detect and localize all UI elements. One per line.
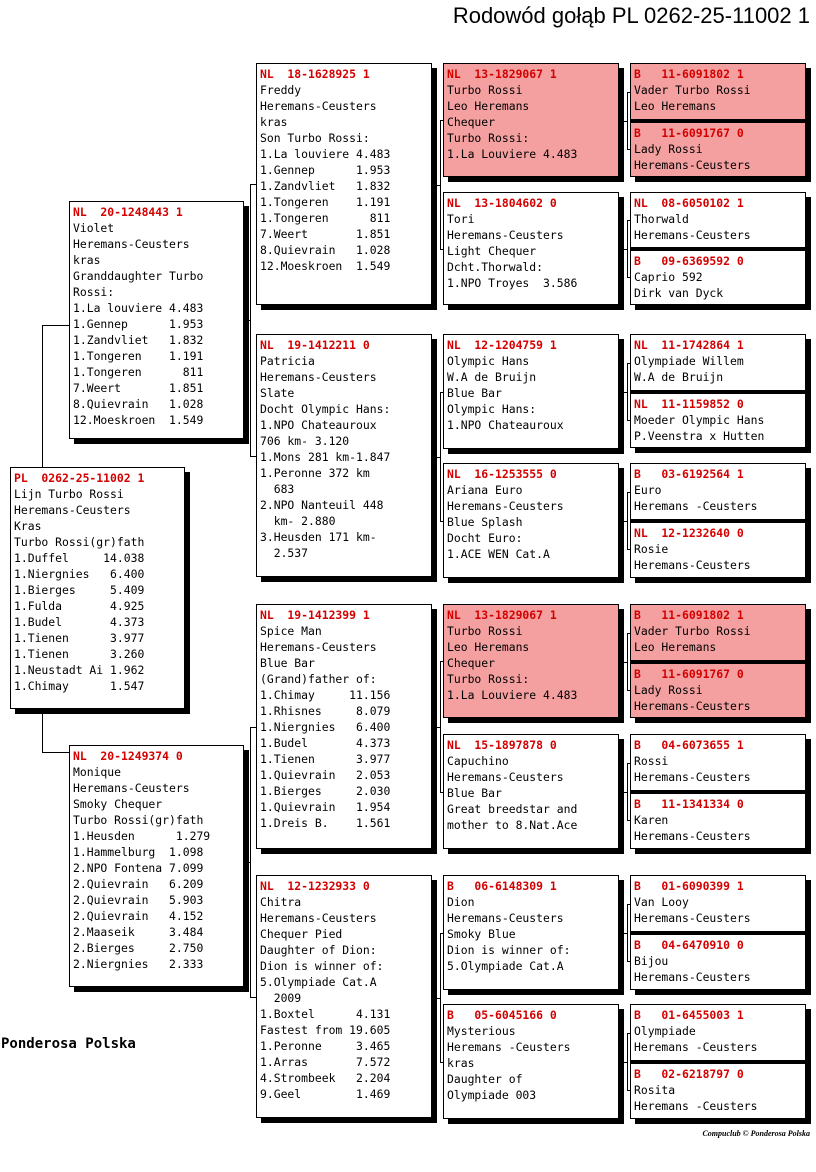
- bird-info-line: Blue Bar: [260, 656, 315, 670]
- bird-info-line: 1.Zandvliet 1.832: [73, 333, 204, 347]
- connector-line: [627, 420, 630, 421]
- bird-info-line: Rosie: [634, 542, 669, 556]
- bird-info-line: Son Turbo Rossi:: [260, 131, 370, 145]
- connector-line: [619, 249, 627, 250]
- ring-number: NL 13-1829067 1: [447, 67, 557, 81]
- bird-info-line: 1.Niergnies 6.400: [14, 567, 145, 581]
- bird-info-line: Vader Turbo Rossi: [634, 83, 751, 97]
- bird-info-line: Heremans-Ceusters: [260, 911, 377, 925]
- ring-number: B 11-1341334 0: [634, 797, 744, 811]
- ring-number: NL 11-1159852 0: [634, 397, 744, 411]
- connector-line: [250, 997, 256, 998]
- bird-info-line: Capuchino: [447, 754, 509, 768]
- connector-line: [627, 363, 630, 364]
- bird-info-line: 1.Hammelburg 1.098: [73, 845, 204, 859]
- connector-line: [440, 661, 441, 792]
- breeder-name: Ponderosa Polska: [1, 1036, 136, 1052]
- bird-info-line: 1.Tongeren 811: [260, 211, 391, 225]
- pedigree-card: [630, 1004, 806, 1061]
- bird-info-line: Olympiade Willem: [634, 354, 744, 368]
- bird-info-line: 1.La louviere 4.483: [73, 301, 204, 315]
- connector-line: [440, 392, 441, 521]
- connector-line: [432, 727, 440, 728]
- connector-line: [250, 727, 251, 997]
- bird-info-line: Rossi: [634, 754, 669, 768]
- ring-number: B 05-6045166 0: [447, 1008, 557, 1022]
- bird-info-line: Heremans-Ceusters: [447, 228, 564, 242]
- bird-info-line: mother to 8.Nat.Ace: [447, 818, 578, 832]
- bird-info-line: 1.Gennep 1.953: [73, 317, 204, 331]
- connector-line: [619, 933, 627, 934]
- bird-info-line: 1.Tongeren 811: [73, 365, 204, 379]
- bird-info-line: 1.ACE WEN Cat.A: [447, 547, 550, 561]
- bird-info-line: 2.Quievrain 5.903: [73, 893, 204, 907]
- ring-number: NL 12-1232933 0: [260, 879, 370, 893]
- ring-number: NL 12-1204759 1: [447, 338, 557, 352]
- bird-info-line: Dirk van Dyck: [634, 286, 724, 300]
- bird-info-line: W.A de Bruijn: [634, 370, 724, 384]
- pedigree-card-subject: [10, 467, 185, 709]
- connector-line: [440, 249, 443, 250]
- ring-number: NL 16-1253555 0: [447, 467, 557, 481]
- connector-line: [440, 1062, 443, 1063]
- bird-info-line: Tori: [447, 212, 475, 226]
- bird-info-line: Freddy: [260, 83, 302, 97]
- bird-info-line: kras: [447, 1056, 475, 1070]
- bird-info-line: Chequer: [447, 115, 496, 129]
- ring-number: B 04-6470910 0: [634, 938, 744, 952]
- bird-info-line: 4.Strombeek 2.204: [260, 1071, 391, 1085]
- ring-number: B 11-6091802 1: [634, 608, 744, 622]
- bird-info-line: Rosita: [634, 1083, 676, 1097]
- connector-line: [619, 662, 627, 663]
- bird-info-line: Vader Turbo Rossi: [634, 624, 751, 638]
- connector-line: [440, 933, 443, 934]
- bird-info-line: Heremans-Ceusters: [634, 228, 751, 242]
- bird-info-line: 2009: [260, 991, 302, 1005]
- bird-info-line: Bijou: [634, 954, 669, 968]
- connector-line: [432, 457, 440, 458]
- connector-line: [250, 456, 256, 457]
- connector-line: [627, 492, 628, 549]
- bird-info-line: Mysterious: [447, 1024, 516, 1038]
- ring-number: NL 13-1829067 1: [447, 608, 557, 622]
- ring-number: B 06-6148309 1: [447, 879, 557, 893]
- bird-info-line: 8.Quievrain 1.028: [73, 397, 204, 411]
- bird-info-line: 1.NPO Chateauroux: [260, 418, 377, 432]
- pedigree-card: [443, 1004, 619, 1119]
- bird-info-line: Spice Man: [260, 624, 322, 638]
- connector-line: [619, 792, 627, 793]
- bird-info-line: 1.Budel 4.373: [14, 615, 145, 629]
- pedigree-card: [630, 875, 806, 932]
- bird-info-line: Turbo Rossi:: [447, 131, 530, 145]
- bird-info-line: Leo Heremans: [447, 99, 530, 113]
- pedigree-card: [443, 463, 619, 578]
- bird-info-line: Lady Rossi: [634, 683, 703, 697]
- bird-info-line: Dcht.Thorwald:: [447, 260, 544, 274]
- connector-line: [432, 998, 440, 999]
- connector-line: [627, 763, 628, 820]
- bird-info-line: Turbo Rossi: [447, 83, 523, 97]
- connector-line: [627, 92, 628, 149]
- bird-info-line: Dion: [447, 895, 475, 909]
- ring-number: NL 08-6050102 1: [634, 196, 744, 210]
- pedigree-card: [630, 604, 806, 661]
- pedigree-card: [630, 463, 806, 520]
- bird-info-line: 2.Bierges 2.750: [73, 941, 204, 955]
- bird-info-line: 12.Moeskroen 1.549: [260, 259, 391, 273]
- pedigree-card: [256, 63, 432, 305]
- bird-info-line: kras: [260, 115, 288, 129]
- connector-line: [627, 1033, 630, 1034]
- bird-info-line: Heremans -Ceusters: [447, 1040, 571, 1054]
- bird-info-line: 1.NPO Troyes 3.586: [447, 276, 578, 290]
- bird-info-line: (Grand)father of:: [260, 672, 377, 686]
- connector-line: [627, 220, 628, 277]
- bird-info-line: Blue Splash: [447, 515, 523, 529]
- bird-info-line: Leo Heremans: [634, 640, 717, 654]
- connector-line: [627, 1090, 630, 1091]
- bird-info-line: 2.Niergnies 2.333: [73, 957, 204, 971]
- ring-number: B 02-6218797 0: [634, 1067, 744, 1081]
- bird-info-line: Thorwald: [634, 212, 689, 226]
- bird-info-line: Heremans -Ceusters: [634, 1099, 758, 1113]
- bird-info-line: 1.Quievrain 1.954: [260, 800, 391, 814]
- ring-number: PL 0262-25-11002 1: [14, 471, 145, 485]
- connector-line: [627, 277, 630, 278]
- connector-line: [627, 492, 630, 493]
- bird-info-line: Heremans-Ceusters: [634, 970, 751, 984]
- bird-info-line: 1.La louviere 4.483: [260, 147, 391, 161]
- pedigree-card: [256, 334, 432, 577]
- bird-info-line: 1.Chimay 11.156: [260, 688, 391, 702]
- bird-info-line: Heremans-Ceusters: [634, 699, 751, 713]
- pedigree-card: [630, 791, 806, 849]
- connector-line: [42, 325, 69, 326]
- bird-info-line: Heremans-Ceusters: [634, 558, 751, 572]
- pedigree-card: [630, 391, 806, 448]
- bird-info-line: Dion is winner of:: [260, 959, 384, 973]
- bird-info-line: 1.NPO Chateauroux: [447, 418, 564, 432]
- bird-info-line: 1.Heusden 1.279: [73, 829, 211, 843]
- bird-info-line: 683: [260, 482, 295, 496]
- bird-info-line: Daughter of: [447, 1072, 523, 1086]
- bird-info-line: Leo Heremans: [634, 99, 717, 113]
- bird-info-line: 1.Peronne 372 km: [260, 466, 370, 480]
- connector-line: [627, 633, 630, 634]
- bird-info-line: Smoky Chequer: [73, 797, 163, 811]
- bird-info-line: 706 km- 3.120: [260, 434, 350, 448]
- bird-info-line: 1.Arras 7.572: [260, 1055, 391, 1069]
- ring-number: NL 18-1628925 1: [260, 67, 370, 81]
- bird-info-line: Heremans -Ceusters: [634, 1040, 758, 1054]
- connector-line: [244, 862, 250, 863]
- bird-info-line: Moeder Olympic Hans: [634, 413, 765, 427]
- bird-info-line: Heremans-Ceusters: [447, 911, 564, 925]
- bird-info-line: 5.Olympiade Cat.A: [260, 975, 377, 989]
- ring-number: NL 20-1249374 0: [73, 749, 183, 763]
- bird-info-line: Heremans-Ceusters: [260, 640, 377, 654]
- bird-info-line: 1.Tongeren 1.191: [260, 195, 391, 209]
- bird-info-line: 1.Tongeren 1.191: [73, 349, 204, 363]
- connector-line: [42, 709, 43, 752]
- ring-number: NL 15-1897878 0: [447, 738, 557, 752]
- pedigree-card: [630, 120, 806, 177]
- pedigree-card: [630, 63, 806, 120]
- bird-info-line: 2.NPO Nanteuil 448: [260, 498, 384, 512]
- ring-number: B 09-6369592 0: [634, 254, 744, 268]
- connector-line: [627, 1033, 628, 1090]
- connector-line: [619, 521, 627, 522]
- connector-line: [627, 363, 628, 420]
- ring-number: NL 12-1232640 0: [634, 526, 744, 540]
- page-title: Rodowód gołąb PL 0262-25-11002 1: [452, 3, 810, 28]
- bird-info-line: Heremans-Ceusters: [73, 781, 190, 795]
- pedigree-card: [630, 1061, 806, 1119]
- connector-line: [627, 904, 630, 905]
- bird-info-line: 1.Gennep 1.953: [260, 163, 391, 177]
- bird-info-line: Chequer: [447, 656, 496, 670]
- bird-info-line: Blue Bar: [447, 786, 502, 800]
- ring-number: B 03-6192564 1: [634, 467, 744, 481]
- bird-info-line: 1.La Louviere 4.483: [447, 688, 578, 702]
- bird-info-line: 1.Boxtel 4.131: [260, 1007, 391, 1021]
- pedigree-card: [256, 875, 432, 1118]
- bird-info-line: 9.Geel 1.469: [260, 1087, 391, 1101]
- connector-line: [440, 120, 441, 249]
- connector-line: [440, 661, 443, 662]
- bird-info-line: Heremans-Ceusters: [260, 99, 377, 113]
- connector-line: [619, 1062, 627, 1063]
- bird-info-line: Daughter of Dion:: [260, 943, 377, 957]
- bird-info-line: Heremans-Ceusters: [260, 370, 377, 384]
- pedigree-card: [630, 661, 806, 718]
- ring-number: NL 11-1742864 1: [634, 338, 744, 352]
- connector-line: [627, 763, 630, 764]
- bird-info-line: Heremans-Ceusters: [634, 158, 751, 172]
- bird-info-line: km- 2.880: [260, 514, 336, 528]
- connector-line: [440, 521, 443, 522]
- bird-info-line: 2.Maaseik 3.484: [73, 925, 204, 939]
- connector-line: [627, 690, 630, 691]
- bird-info-line: Dion is winner of:: [447, 943, 571, 957]
- connector-line: [250, 184, 251, 456]
- bird-info-line: 1.La Louviere 4.483: [447, 147, 578, 161]
- pedigree-card: [443, 604, 619, 718]
- ring-number: B 11-6091802 1: [634, 67, 744, 81]
- bird-info-line: kras: [73, 253, 101, 267]
- bird-info-line: Great breedstar and: [447, 802, 578, 816]
- bird-info-line: 2.Quievrain 4.152: [73, 909, 204, 923]
- bird-info-line: Olympiade: [634, 1024, 696, 1038]
- bird-info-line: 1.Tienen 3.260: [14, 647, 145, 661]
- bird-info-line: Docht Olympic Hans:: [260, 402, 391, 416]
- bird-info-line: 1.Peronne 3.465: [260, 1039, 391, 1053]
- bird-info-line: 7.Weert 1.851: [73, 381, 204, 395]
- bird-info-line: Smoky Blue: [447, 927, 516, 941]
- bird-info-line: 3.Heusden 171 km-: [260, 530, 377, 544]
- ring-number: B 11-6091767 0: [634, 667, 744, 681]
- bird-info-line: Light Chequer: [447, 244, 537, 258]
- connector-line: [440, 392, 443, 393]
- connector-line: [440, 792, 443, 793]
- connector-line: [432, 185, 440, 186]
- bird-info-line: Euro: [634, 483, 662, 497]
- pedigree-card: [630, 932, 806, 990]
- bird-info-line: Olympiade 003: [447, 1088, 537, 1102]
- bird-info-line: Heremans-Ceusters: [634, 911, 751, 925]
- ring-number: B 01-6090399 1: [634, 879, 744, 893]
- bird-info-line: 1.Quievrain 2.053: [260, 768, 391, 782]
- copyright-note: Compuclub © Ponderosa Polska: [702, 1129, 810, 1138]
- bird-info-line: Chequer Pied: [260, 927, 343, 941]
- pedigree-card: [630, 734, 806, 791]
- bird-info-line: 1.Zandvliet 1.832: [260, 179, 391, 193]
- bird-info-line: 1.Bierges 2.030: [260, 784, 391, 798]
- pedigree-card: [443, 734, 619, 849]
- pedigree-card: [443, 334, 619, 449]
- bird-info-line: 5.Olympiade Cat.A: [447, 959, 564, 973]
- ring-number: NL 20-1248443 1: [73, 205, 183, 219]
- bird-info-line: Turbo Rossi(gr)fath: [14, 535, 145, 549]
- pedigree-card: [69, 201, 244, 439]
- bird-info-line: 1.Bierges 5.409: [14, 583, 145, 597]
- connector-line: [627, 961, 630, 962]
- bird-info-line: Patricia: [260, 354, 315, 368]
- connector-line: [627, 820, 630, 821]
- connector-line: [627, 633, 628, 690]
- connector-line: [250, 184, 256, 185]
- bird-info-line: Heremans-Ceusters: [447, 499, 564, 513]
- pedigree-card: [630, 248, 806, 305]
- bird-info-line: Turbo Rossi:: [447, 672, 530, 686]
- bird-info-line: Lijn Turbo Rossi: [14, 487, 124, 501]
- pedigree-card: [69, 745, 244, 987]
- connector-line: [244, 320, 250, 321]
- bird-info-line: 12.Moeskroen 1.549: [73, 413, 204, 427]
- bird-info-line: W.A de Bruijn: [447, 370, 537, 384]
- pedigree-card: [630, 520, 806, 578]
- bird-info-line: 2.NPO Fontena 7.099: [73, 861, 204, 875]
- bird-info-line: 1.Rhisnes 8.079: [260, 704, 391, 718]
- ring-number: NL 19-1412211 0: [260, 338, 370, 352]
- bird-info-line: 1.Chimay 1.547: [14, 679, 145, 693]
- pedigree-card: [256, 604, 432, 849]
- connector-line: [627, 220, 630, 221]
- connector-line: [627, 92, 630, 93]
- pedigree-card: [443, 63, 619, 177]
- bird-info-line: Violet: [73, 221, 115, 235]
- bird-info-line: Caprio 592: [634, 270, 703, 284]
- bird-info-line: Heremans-Ceusters: [447, 770, 564, 784]
- bird-info-line: 1.Dreis B. 1.561: [260, 816, 391, 830]
- bird-info-line: 1.Mons 281 km-1.847: [260, 450, 391, 464]
- connector-line: [440, 120, 443, 121]
- bird-info-line: Heremans-Ceusters: [73, 237, 190, 251]
- pedigree-card: [630, 192, 806, 248]
- connector-line: [627, 549, 630, 550]
- bird-info-line: Heremans-Ceusters: [634, 770, 751, 784]
- bird-info-line: Fastest from 19.605: [260, 1023, 391, 1037]
- bird-info-line: Heremans-Ceusters: [634, 829, 751, 843]
- bird-info-line: Karen: [634, 813, 669, 827]
- pedigree-card: [443, 875, 619, 990]
- pedigree-card: [630, 334, 806, 391]
- connector-line: [250, 727, 256, 728]
- bird-info-line: Olympic Hans: [447, 354, 530, 368]
- bird-info-line: Blue Bar: [447, 386, 502, 400]
- bird-info-line: Docht Euro:: [447, 531, 523, 545]
- bird-info-line: Olympic Hans:: [447, 402, 537, 416]
- bird-info-line: Leo Heremans: [447, 640, 530, 654]
- bird-info-line: Ariana Euro: [447, 483, 523, 497]
- bird-info-line: 8.Quievrain 1.028: [260, 243, 391, 257]
- ring-number: B 11-6091767 0: [634, 126, 744, 140]
- bird-info-line: 7.Weert 1.851: [260, 227, 391, 241]
- bird-info-line: Lady Rossi: [634, 142, 703, 156]
- bird-info-line: Heremans -Ceusters: [634, 499, 758, 513]
- bird-info-line: Granddaughter Turbo: [73, 269, 204, 283]
- bird-info-line: 2.Quievrain 6.209: [73, 877, 204, 891]
- bird-info-line: Turbo Rossi(gr)fath: [73, 813, 204, 827]
- connector-line: [42, 325, 43, 467]
- connector-line: [619, 392, 627, 393]
- bird-info-line: 1.Tienen 3.977: [260, 752, 391, 766]
- bird-info-line: 1.Niergnies 6.400: [260, 720, 391, 734]
- bird-info-line: Turbo Rossi: [447, 624, 523, 638]
- bird-info-line: Monique: [73, 765, 122, 779]
- bird-info-line: 1.Tienen 3.977: [14, 631, 145, 645]
- bird-info-line: 1.Fulda 4.925: [14, 599, 145, 613]
- pedigree-card: [443, 192, 619, 305]
- connector-line: [627, 904, 628, 961]
- bird-info-line: P.Veenstra x Hutten: [634, 429, 765, 443]
- bird-info-line: Heremans-Ceusters: [14, 503, 131, 517]
- ring-number: B 04-6073655 1: [634, 738, 744, 752]
- ring-number: NL 19-1412399 1: [260, 608, 370, 622]
- bird-info-line: 1.Duffel 14.038: [14, 551, 145, 565]
- bird-info-line: Van Looy: [634, 895, 689, 909]
- bird-info-line: Rossi:: [73, 285, 115, 299]
- ring-number: B 01-6455003 1: [634, 1008, 744, 1022]
- connector-line: [627, 149, 630, 150]
- bird-info-line: 1.Neustadt Ai 1.962: [14, 663, 145, 677]
- connector-line: [42, 752, 69, 753]
- bird-info-line: Slate: [260, 386, 295, 400]
- bird-info-line: 1.Budel 4.373: [260, 736, 391, 750]
- connector-line: [440, 933, 441, 1062]
- ring-number: NL 13-1804602 0: [447, 196, 557, 210]
- connector-line: [619, 121, 627, 122]
- bird-info-line: Kras: [14, 519, 42, 533]
- bird-info-line: 2.537: [260, 546, 309, 560]
- bird-info-line: Chitra: [260, 895, 302, 909]
